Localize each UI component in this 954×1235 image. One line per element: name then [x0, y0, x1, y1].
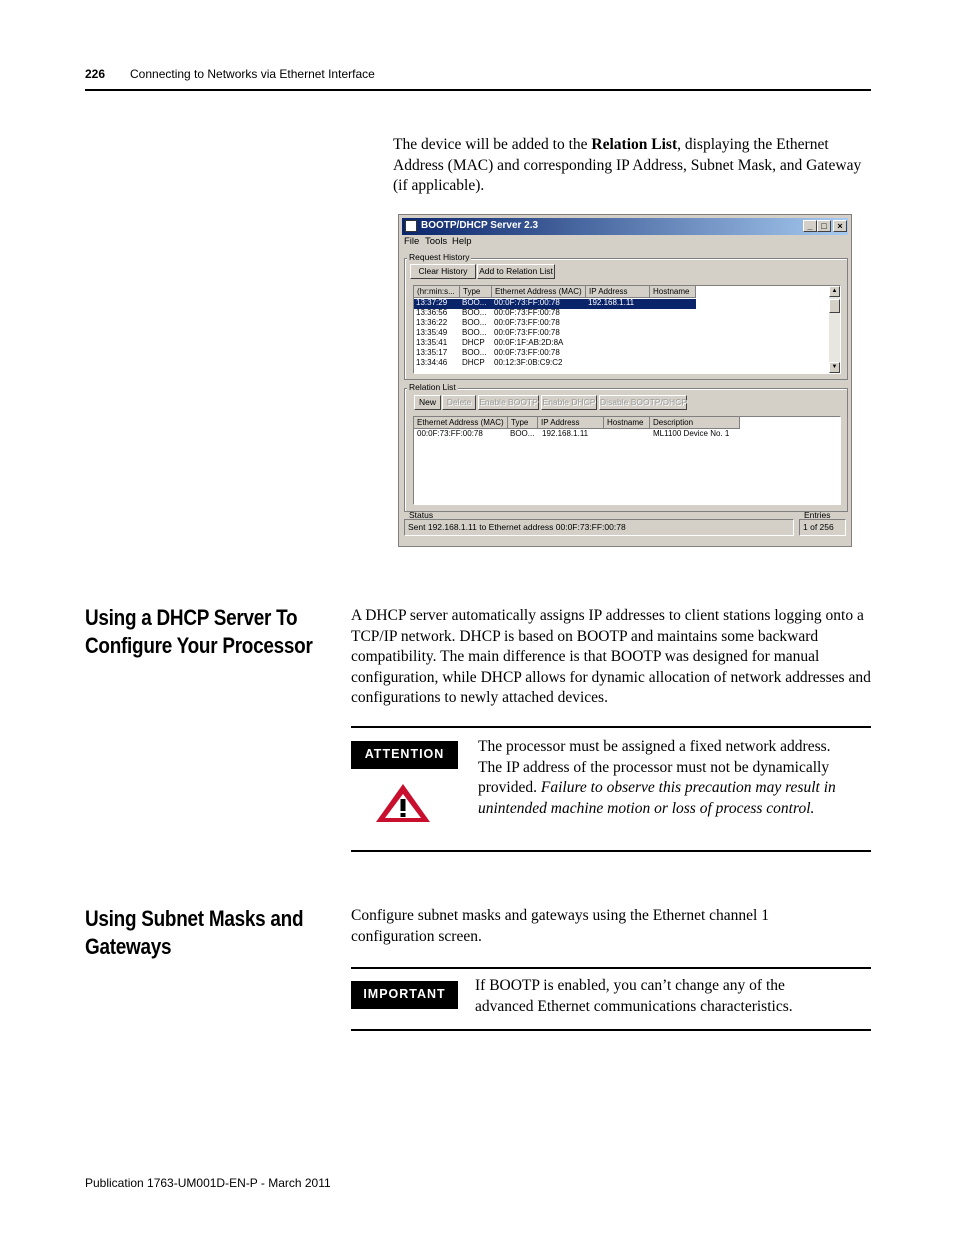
- request-history-cell[interactable]: BOO...: [462, 308, 487, 317]
- rl-col-hostname[interactable]: Hostname: [604, 417, 650, 429]
- intro-paragraph: The device will be added to the Relation List, displaying the Ethernet Address (MAC) and corresponding IP Address, Subnet Mask, and Gateway (if applicable).: [393, 136, 862, 194]
- attention-text: The processor must be assigned a fixed network address. The IP address of the processor must not be dynamically provided. Failure to observe this precaution may result in unintended machine motion or loss of process control.: [478, 738, 836, 817]
- enable-dhcp-button[interactable]: Enable DHCP: [541, 395, 597, 410]
- publication-footer: Publication 1763-UM001D-EN-P - March 2011: [85, 1176, 331, 1190]
- relation-list-cell[interactable]: ML1100 Device No. 1: [653, 429, 730, 438]
- request-history-cell[interactable]: 13:35:49: [416, 328, 448, 337]
- request-history-cell[interactable]: 00:0F:73:FF:00:78: [494, 298, 560, 307]
- request-history-cell[interactable]: 192.168.1.11: [588, 298, 635, 307]
- new-button[interactable]: New: [414, 395, 441, 410]
- scroll-down-arrow[interactable]: ▼: [829, 362, 840, 373]
- rl-col-mac[interactable]: Ethernet Address (MAC): [414, 417, 508, 429]
- entries-label: Entries: [804, 510, 831, 520]
- important-top-rule: [351, 967, 871, 969]
- request-history-list[interactable]: [413, 285, 841, 374]
- request-history-cell[interactable]: 13:34:46: [416, 358, 448, 367]
- attention-bottom-rule: [351, 850, 871, 852]
- add-to-relation-list-button[interactable]: Add to Relation List: [477, 264, 555, 279]
- important-text: If BOOTP is enabled, you can’t change any of the advanced Ethernet communications characteristics.: [475, 977, 793, 1015]
- disable-bootp-dhcp-button[interactable]: Disable BOOTP/DHCP: [599, 395, 687, 410]
- request-history-scrollbar[interactable]: [829, 286, 840, 373]
- page-number: 226: [85, 67, 106, 81]
- col-mac[interactable]: Ethernet Address (MAC): [492, 286, 586, 298]
- request-history-cell[interactable]: BOO...: [462, 298, 487, 307]
- clear-history-button[interactable]: Clear History: [410, 264, 476, 279]
- app-icon: [405, 220, 417, 232]
- section-heading-dhcp: Using a DHCP Server To Configure Your Processor: [85, 605, 313, 658]
- close-button[interactable]: ×: [833, 220, 847, 232]
- relation-list-cell[interactable]: BOO...: [510, 429, 535, 438]
- request-history-cell[interactable]: 13:35:41: [416, 338, 448, 347]
- window-title: BOOTP/DHCP Server 2.3: [421, 220, 539, 231]
- request-history-label: Request History: [409, 252, 470, 262]
- window-titlebar: [402, 218, 848, 235]
- request-history-cell[interactable]: DHCP: [462, 358, 485, 367]
- relation-list-table[interactable]: [413, 416, 841, 505]
- important-tag: IMPORTANT: [351, 981, 458, 1009]
- attention-top-rule: [351, 726, 871, 728]
- relation-list-cell[interactable]: 00:0F:73:FF:00:78: [417, 429, 483, 438]
- warning-triangle-icon: [374, 782, 432, 824]
- col-hostname[interactable]: Hostname: [650, 286, 696, 298]
- request-history-cell[interactable]: 00:0F:73:FF:00:78: [494, 348, 560, 357]
- minimize-button[interactable]: _: [803, 220, 817, 232]
- request-history-cell[interactable]: 13:36:56: [416, 308, 448, 317]
- request-history-cell[interactable]: BOO...: [462, 328, 487, 337]
- request-history-cell[interactable]: 00:0F:73:FF:00:78: [494, 328, 560, 337]
- menu-file[interactable]: File: [404, 236, 420, 247]
- status-label: Status: [409, 510, 434, 520]
- section-body-dhcp: A DHCP server automatically assigns IP addresses to client stations logging onto a TCP/IP network. DHCP is based on BOOTP and maintains some backward compatibility. The main difference is that BOOTP was designed for manual configuration, while DHCP allows for dynamic allocation of network addresses and configurations to newly attached devices.: [351, 607, 871, 706]
- relation-list-term: Relation List: [591, 136, 678, 153]
- relation-list-label: Relation List: [409, 382, 456, 392]
- rl-col-ip[interactable]: IP Address: [538, 417, 604, 429]
- request-history-cell[interactable]: 00:12:3F:0B:C9:C2: [494, 358, 563, 367]
- section-heading-subnet: Using Subnet Masks and Gateways: [85, 906, 304, 959]
- rl-col-description[interactable]: Description: [650, 417, 740, 429]
- request-history-cell[interactable]: 00:0F:73:FF:00:78: [494, 318, 560, 327]
- important-bottom-rule: [351, 1029, 871, 1031]
- request-history-cell[interactable]: BOO...: [462, 318, 487, 327]
- section-body-subnet: Configure subnet masks and gateways using the Ethernet channel 1 configuration screen.: [351, 907, 769, 945]
- scroll-up-arrow[interactable]: ▲: [829, 286, 840, 297]
- attention-italic-warning: Failure to observe this precaution may result in unintended machine motion or loss of process control.: [478, 779, 836, 817]
- header-rule: [85, 89, 871, 91]
- maximize-button[interactable]: □: [817, 220, 831, 232]
- entries-field: 1 of 256: [799, 519, 846, 536]
- request-history-cell[interactable]: 00:0F:73:FF:00:78: [494, 308, 560, 317]
- relation-list-cell[interactable]: 192.168.1.11: [542, 429, 589, 438]
- col-type[interactable]: Type: [460, 286, 492, 298]
- menu-tools[interactable]: Tools: [425, 236, 448, 247]
- attention-tag: ATTENTION: [351, 741, 458, 769]
- delete-button[interactable]: Delete: [442, 395, 476, 410]
- request-history-cell[interactable]: 13:37:29: [416, 298, 448, 307]
- request-history-cell[interactable]: 00:0F:1F:AB:2D:8A: [494, 338, 564, 347]
- bootp-dhcp-window: [398, 214, 852, 547]
- scroll-thumb[interactable]: [829, 299, 840, 313]
- request-history-cell[interactable]: DHCP: [462, 338, 485, 347]
- col-ip[interactable]: IP Address: [586, 286, 650, 298]
- request-history-cell[interactable]: BOO...: [462, 348, 487, 357]
- request-history-cell[interactable]: 13:36:22: [416, 318, 448, 327]
- enable-bootp-button[interactable]: Enable BOOTP: [478, 395, 539, 410]
- rl-col-type[interactable]: Type: [508, 417, 538, 429]
- status-field: Sent 192.168.1.11 to Ethernet address 00:0F:73:FF:00:78: [404, 519, 794, 536]
- request-history-cell[interactable]: 13:35:17: [416, 348, 448, 357]
- running-header-title: Connecting to Networks via Ethernet Interface: [130, 67, 375, 81]
- col-time[interactable]: (hr:min:s...: [414, 286, 460, 298]
- menu-help[interactable]: Help: [452, 236, 472, 247]
